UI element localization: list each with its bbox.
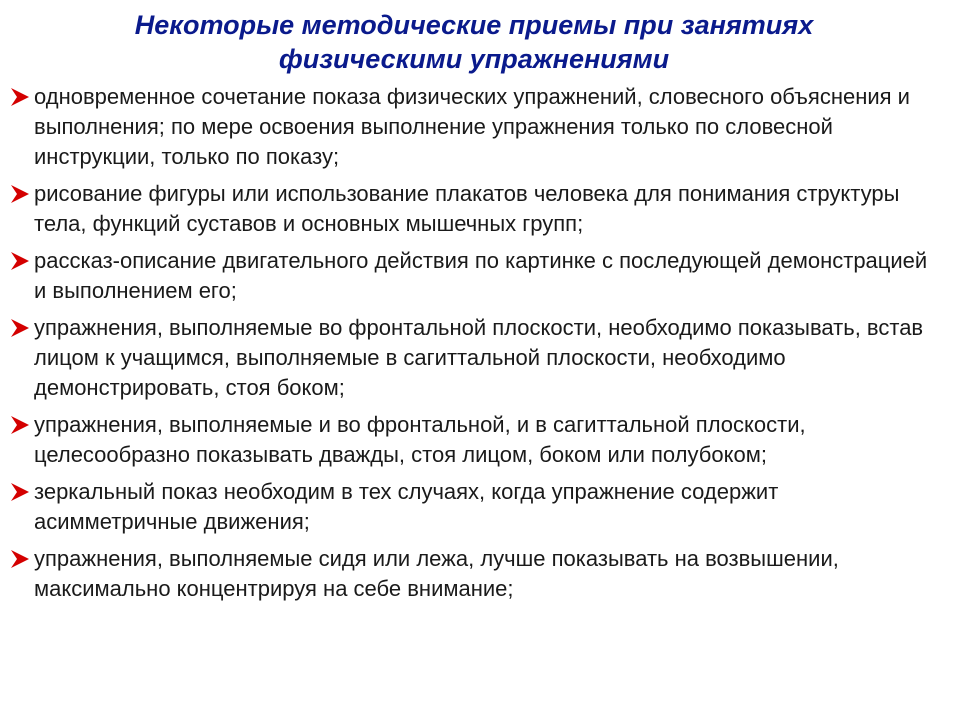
list-item-text: рассказ-описание двигательного действия по картинке с последующей демонстрацией и выполнением его; xyxy=(34,248,928,303)
list-item-text: рисование фигуры или использование плакатов человека для понимания структуры тела, функций суставов и основных мышечных групп; xyxy=(34,181,900,236)
list-item-text: одновременное сочетание показа физических упражнений, словесного объяснения и выполнения; по мере освоения выполнение упражнения только по словесной инструкции, только по показу; xyxy=(34,84,910,169)
bullet-list xyxy=(10,82,938,604)
slide-title-line-2: физическими упражнениями xyxy=(278,44,670,74)
list-item xyxy=(10,313,938,403)
list-item-text: упражнения, выполняемые и во фронтальной, и в сагиттальной плоскости, целесообразно показывать дважды, стоя лицом, боком или полубоком; xyxy=(34,412,806,467)
arrowhead-bullet-icon xyxy=(10,87,30,107)
arrowhead-bullet-icon xyxy=(10,318,30,338)
list-item xyxy=(10,246,938,306)
list-item-text: упражнения, выполняемые сидя или лежа, лучше показывать на возвышении, максимально концентрируя на себе внимание; xyxy=(34,546,839,601)
arrowhead-bullet-icon xyxy=(10,415,30,435)
arrowhead-bullet-icon xyxy=(10,482,30,502)
list-item xyxy=(10,179,938,239)
list-item xyxy=(10,82,938,172)
slide-title-line-1: Некоторые методические приемы при занятиях xyxy=(134,10,814,40)
list-item xyxy=(10,544,938,604)
list-item xyxy=(10,410,938,470)
arrowhead-bullet-icon xyxy=(10,184,30,204)
arrowhead-bullet-icon xyxy=(10,251,30,271)
slide-title xyxy=(10,8,938,76)
list-item-text: упражнения, выполняемые во фронтальной плоскости, необходимо показывать, встав лицом к учащимся, выполняемые в сагиттальной плоскости, необходимо демонстрировать, стоя боком; xyxy=(34,315,924,400)
list-item xyxy=(10,477,938,537)
list-item-text: зеркальный показ необходим в тех случаях, когда упражнение содержит асимметричные движения; xyxy=(34,479,779,534)
arrowhead-bullet-icon xyxy=(10,549,30,569)
